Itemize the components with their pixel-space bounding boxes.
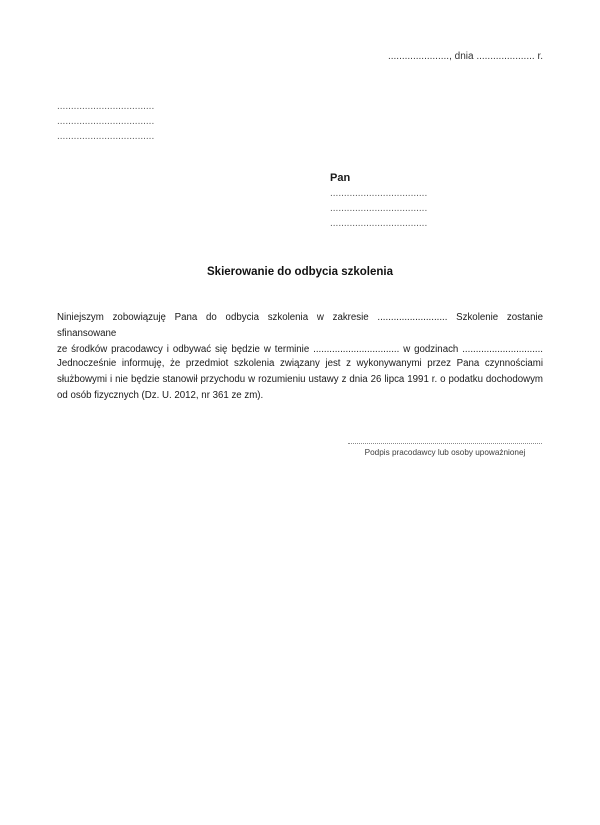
paragraph-2-line-2: służbowymi i nie będzie stanowił przychodu w rozumieniu ustawy z dnia 26 lipca 1991 r. o podatku dochodowym	[57, 374, 543, 385]
sender-fill-in-line: ...................................	[57, 101, 155, 112]
paragraph-1-line-2: ze środków pracodawcy i odbywać się będzie w terminie ................................ w godzinach ..............................	[57, 344, 543, 355]
sender-fill-in-line: ...................................	[57, 116, 155, 127]
paragraph-2-line-1: Jednocześnie informuję, że przedmiot szkolenia związany jest z wykonywanymi przez Pana czynnościami	[57, 358, 543, 369]
sender-block	[57, 99, 154, 144]
recipient-label: Pan	[330, 172, 351, 184]
date-fill-in-line: ......................, dnia ..................... r.	[387, 51, 543, 62]
paragraph-2-line-3: od osób fizycznych (Dz. U. 2012, nr 361 ze zm).	[57, 390, 264, 401]
recipient-fill-in-line: ...................................	[330, 203, 428, 214]
recipient-fill-in-line: ...................................	[330, 188, 428, 199]
document-title: Skierowanie do odbycia szkolenia	[207, 266, 393, 278]
recipient-block	[330, 170, 427, 231]
signature-fill-in-line	[348, 443, 542, 444]
signature-block	[348, 438, 542, 457]
signature-caption: Podpis pracodawcy lub osoby upoważnionej	[364, 448, 526, 457]
paragraph-1-line-1: Niniejszym zobowiązuję Pana do odbycia szkolenia w zakresie .......................... Szkolenie zostanie sfinansowane	[57, 312, 543, 339]
paragraph-2	[57, 356, 543, 404]
paragraph-1	[57, 310, 543, 358]
recipient-fill-in-line: ...................................	[330, 218, 428, 229]
sender-fill-in-line: ...................................	[57, 131, 155, 142]
